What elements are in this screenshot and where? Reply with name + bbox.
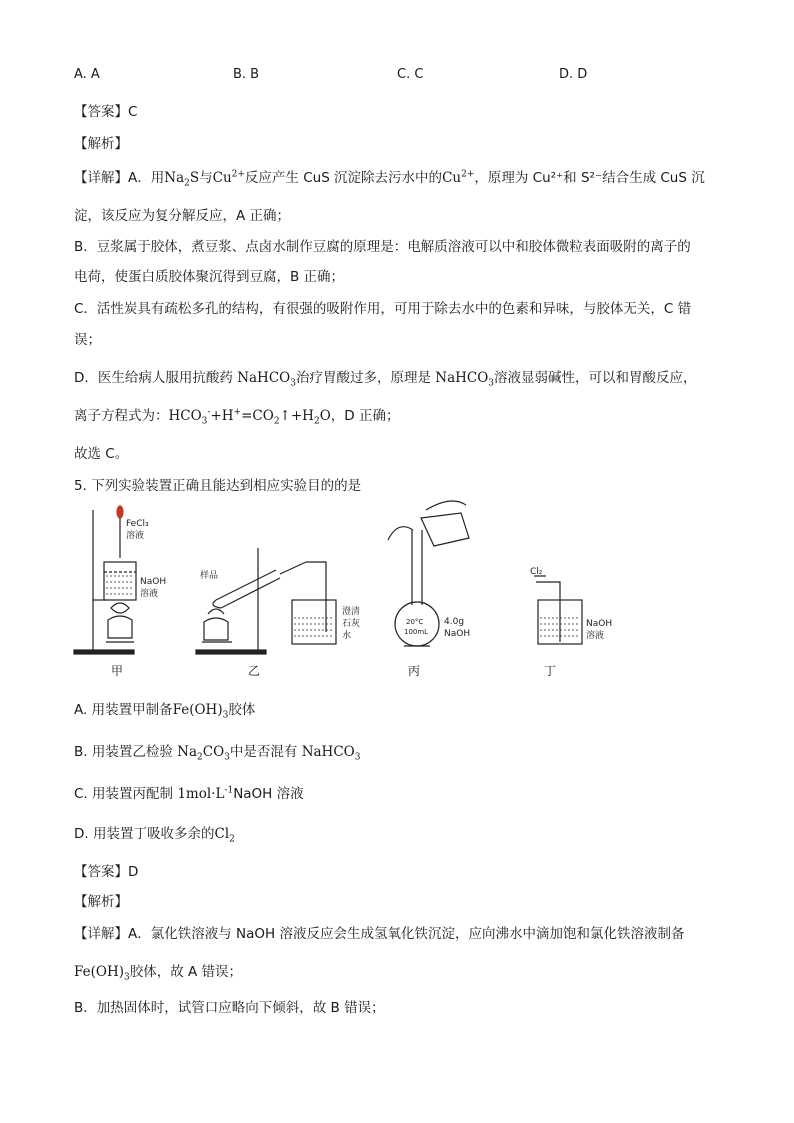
q5-option-d: D. 用装置丁吸收多余的$Cl_2$ — [74, 826, 235, 845]
figure-label-bing: 丙 — [408, 664, 421, 678]
label-yangpin: 样品 — [200, 571, 219, 581]
q5-option-a: A. 用装置甲制备$Fe(OH)_3$胶体 — [74, 702, 256, 721]
q4-detail-a-line2: 淀，该反应为复分解反应，A 正确； — [74, 208, 291, 224]
q4-analysis-heading: 【解析】 — [74, 136, 128, 152]
apparatus-yi — [196, 548, 336, 654]
q4-option-d: D. D — [559, 67, 588, 82]
figure-label-ding: 丁 — [544, 664, 557, 678]
label-mass: 4.0g — [444, 617, 465, 627]
q4-detail-d-line1: D．医生给病人服用抗酸药 NaHCO$_3$治疗胃酸过多，原理是 NaHCO$_3$溶液显弱碱性，可以和胃酸反应， — [74, 370, 697, 389]
label-fecl3: FeCl₃ — [126, 519, 149, 529]
q5-option-b: B. 用装置乙检验 $Na_2CO_3$中是否混有 NaHCO$_3$ — [74, 744, 361, 763]
q5-detail-a-line2: $Fe(OH)_3$胶体，故 A 错误； — [74, 964, 243, 983]
q4-detail-c-line2: 误； — [74, 332, 101, 348]
figure-label-jia: 甲 — [111, 664, 124, 678]
label-temp: 20°C — [406, 618, 424, 626]
q4-detail-d-line2: 离子方程式为：$HCO_3^-+H^+=CO_2↑+H_2O$，D 正确； — [74, 407, 400, 427]
label-rongye-jia-2: 溶液 — [140, 589, 159, 599]
q5-detail-a-line1: 【详解】A．氯化铁溶液与 NaOH 溶液反应会生成氢氧化铁沉淀，应向沸水中滴加饱和氯化铁溶液制备 — [74, 926, 685, 942]
q4-detail-b-line1: B．豆浆属于胶体，煮豆浆、点卤水制作豆腐的原理是：电解质溶液可以中和胶体微粒表面吸附的离子的 — [74, 239, 691, 255]
q4-answer: 【答案】C — [74, 104, 138, 120]
label-shihui: 石灰 — [342, 619, 361, 629]
q4-conclusion: 故选 C。 — [74, 446, 129, 462]
label-rongye-jia: 溶液 — [126, 531, 145, 541]
q5-answer: 【答案】D — [74, 864, 139, 880]
q4-detail-b-line2: 电荷，使蛋白质胶体聚沉得到豆腐，B 正确； — [74, 269, 345, 285]
q4-detail-c-line1: C．活性炭具有疏松多孔的结构，有很强的吸附作用，可用于除去水中的色素和异味，与胶体无关，C 错 — [74, 301, 692, 317]
figure-label-yi: 乙 — [248, 664, 261, 678]
label-volume: 100mL — [404, 628, 429, 636]
label-shui: 水 — [342, 631, 352, 641]
q4-option-a: A. A — [74, 67, 100, 82]
label-naoh-bing: NaOH — [444, 629, 471, 639]
q4-option-b: B. B — [233, 67, 260, 82]
label-rongye-ding: 溶液 — [586, 631, 605, 641]
label-naoh-jia: NaOH — [140, 577, 167, 587]
q5-stem: 5. 下列实验装置正确且能达到相应实验目的的是 — [74, 478, 362, 494]
q5-option-c: C. 用装置丙配制 $1mol\cdot L^{-1}NaOH$ 溶液 — [74, 785, 304, 802]
apparatus-ding — [534, 576, 582, 644]
label-cl2: Cl₂ — [530, 567, 543, 577]
label-naoh-ding: NaOH — [586, 619, 613, 629]
apparatus-figure — [66, 500, 626, 660]
q5-detail-b: B．加热固体时，试管口应略向下倾斜，故 B 错误； — [74, 1000, 385, 1016]
q5-analysis-heading: 【解析】 — [74, 894, 128, 910]
q4-option-c: C. C — [397, 67, 424, 82]
label-chengqing: 澄清 — [342, 607, 361, 617]
q4-detail-a-line1: 【详解】A．用$Na_2S$与$Cu^{2+}$反应产生 CuS 沉淀除去污水中的$Cu^{2+}$，原理为 Cu²⁺和 S²⁻结合生成 CuS 沉 — [74, 169, 705, 189]
